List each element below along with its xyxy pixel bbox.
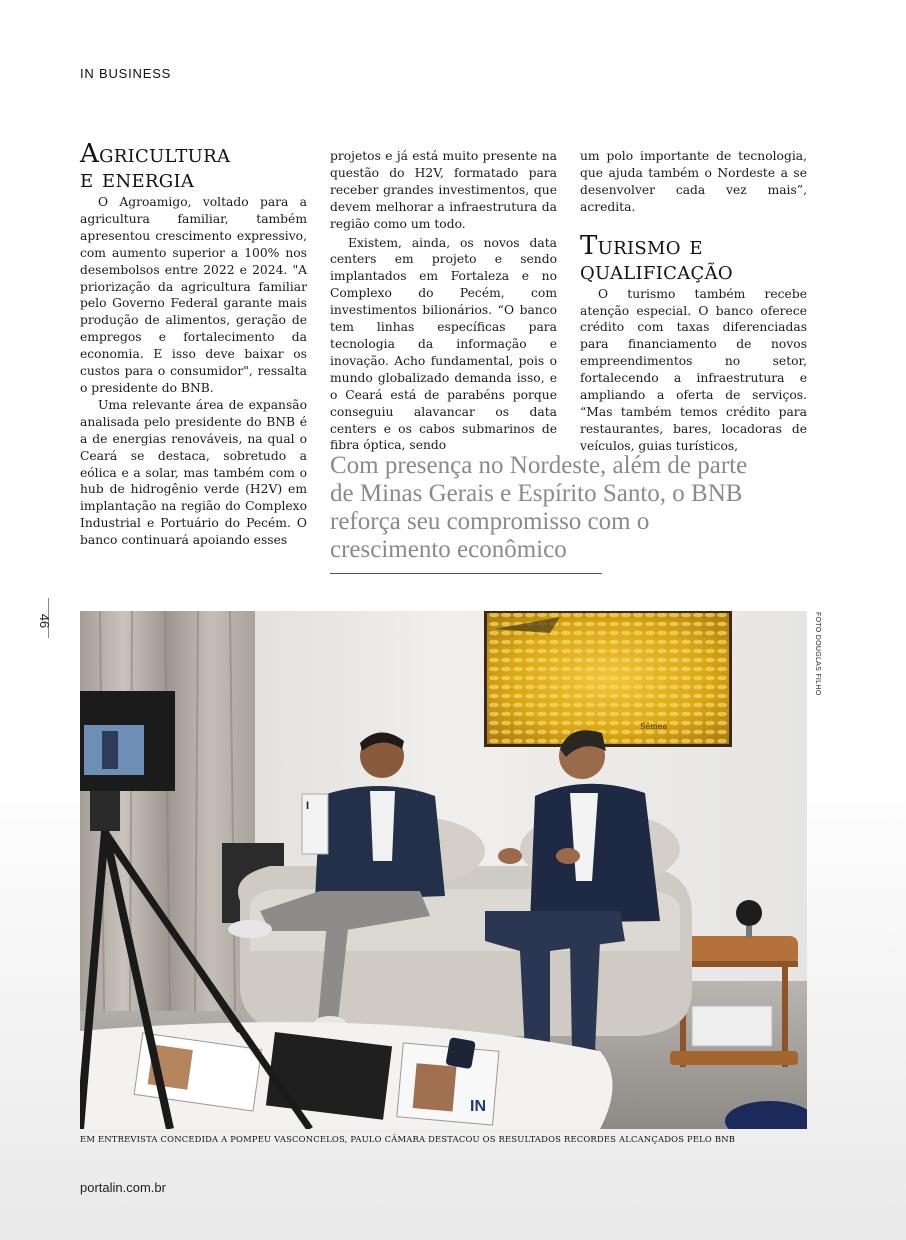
paragraph: Existem, ainda, os novos data centers em projeto e sendo implantados em Fortaleza e no Complexo do Pecém, com investimentos bilionários. “O banco tem linhas específicas para tecnologia da informação e inovação. Acho fundamental, pois o mundo globalizado demanda isso, e o Ceará está de parabéns porque conseguiu alavancar os data centers e os cabos submarinos de fibra óptica, sendo xyxy=(330,235,557,453)
interview-photo xyxy=(80,611,807,1129)
article-column-3 xyxy=(580,148,807,455)
heading-line: e energia xyxy=(80,164,195,194)
paragraph: projetos e já está muito presente na questão do H2V, formatado para receber grandes investimentos, que devem melhorar a infraestrutura da região como um todo. xyxy=(330,149,557,231)
heading-agricultura xyxy=(80,139,307,194)
painting xyxy=(484,611,732,747)
heading-line: qualificação xyxy=(580,255,733,286)
paragraph: O Agroamigo, voltado para a agricultura familiar, também apresentou crescimento expressivo, com aumento superior a 100% nos desembolsos entre 2022 e 2024. "A priorização da agricultura familiar pelo Governo Federal garante mais produção de alimentos, geração de empregos e fortalecimento da economia. E isso deve baixar os custos para o consumidor", ressalta o presidente do BNB. xyxy=(80,195,307,395)
painting-signature: Sêmea xyxy=(640,722,668,731)
footer-url: portalin.com.br xyxy=(80,1180,166,1195)
interview-scene xyxy=(80,611,807,1129)
heading-line: Turismo e xyxy=(580,230,703,261)
magazine-cover-text: IN xyxy=(470,1098,486,1115)
heading-line: Agricultura xyxy=(80,139,231,169)
paragraph: um polo importante de tecnologia, que ajuda também o Nordeste a se desenvolver cada vez mais”, acredita. xyxy=(580,149,807,214)
section-label: IN BUSINESS xyxy=(80,66,172,81)
heading-turismo xyxy=(580,230,807,286)
paragraph: Uma relevante área de expansão analisada pelo presidente do BNB é a de energias renováveis, na qual o Ceará se destaca, sobretudo a eólica e a solar, mas também com o hub de hidrogênio verde (H2V) em implantação na região do Complexo Industrial e Portuário do Pecém. O banco continuará apoiando esses xyxy=(80,397,307,548)
article-column-1 xyxy=(80,139,307,549)
svg-text:I: I xyxy=(306,800,310,812)
pull-quote: Com presença no Nordeste, além de parte de Minas Gerais e Espírito Santo, o BNB reforça seu compromisso com o crescimento econômico xyxy=(330,452,748,563)
photo-credit xyxy=(812,612,822,712)
pull-quote-rule xyxy=(330,573,602,574)
page-number: 46 xyxy=(37,613,52,629)
photo-caption: EM ENTREVISTA CONCEDIDA A POMPEU VASCONCELOS, PAULO CÂMARA DESTACOU OS RESULTADOS RECORDES ALCANÇADOS PELO BNB xyxy=(80,1134,736,1144)
photo-credit-text: FOTO DOUGLAS FILHO xyxy=(814,612,821,696)
paragraph: O turismo também recebe atenção especial. O banco oferece crédito com taxas diferenciadas para financiamento de novos empreendimentos no setor, fortalecendo a infraestrutura e ampliando a oferta de serviços. “Mas também temos crédito para restaurantes, bares, locadoras de veículos, guias turísticos, xyxy=(580,286,807,453)
article-column-2 xyxy=(330,148,557,454)
